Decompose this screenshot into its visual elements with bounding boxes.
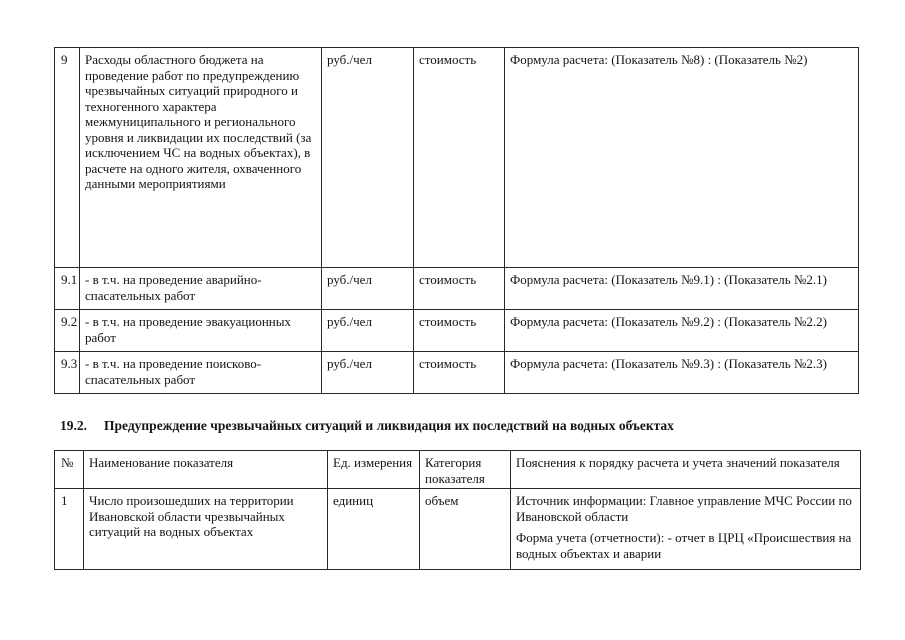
indicator-name: - в т.ч. на проведение эвакуационных работ [80, 310, 322, 352]
unit-cell: руб./чел [322, 352, 414, 394]
indicator-name: Число произошедших на территории Ивановской области чрезвычайных ситуаций на водных объектах [84, 489, 328, 570]
unit-cell: руб./чел [322, 268, 414, 310]
unit-cell: руб./чел [322, 48, 414, 268]
header-unit: Ед. измерения [328, 451, 420, 489]
table-row [55, 48, 859, 268]
category-cell: объем [420, 489, 511, 570]
indicator-name: Расходы областного бюджета на проведение работ по предупреждению чрезвычайных ситуаций природного и техногенного характера межмуниципального и регионального уровня и ликвидации их последствий (за исключением ЧС на водных объектах), в расчете на одного жителя, охваченного данными мероприятиями [80, 48, 322, 268]
indicator-name: - в т.ч. на проведение аварийно-спасательных работ [80, 268, 322, 310]
header-category: Категория показателя [420, 451, 511, 489]
header-number: № [55, 451, 84, 489]
explanation-cell: Формула расчета: (Показатель №9.1) : (Показатель №2.1) [505, 268, 859, 310]
indicator-name: - в т.ч. на проведение поисково-спасательных работ [80, 352, 322, 394]
category-cell: стоимость [414, 352, 505, 394]
category-cell: стоимость [414, 268, 505, 310]
table-row [55, 352, 859, 394]
header-name: Наименование показателя [84, 451, 328, 489]
section-title: Предупреждение чрезвычайных ситуаций и ликвидация их последствий на водных объектах [104, 418, 674, 433]
indicators-table-continued [54, 47, 859, 394]
row-number: 9 [55, 48, 80, 268]
table-row [55, 489, 861, 570]
explanation-form: Форма учета (отчетности): - отчет в ЦРЦ «Происшествия на водных объектах и аварии [516, 530, 852, 561]
explanation-cell: Формула расчета: (Показатель №9.3) : (Показатель №2.3) [505, 352, 859, 394]
explanation-cell [511, 489, 861, 570]
row-number: 9.1 [55, 268, 80, 310]
row-number: 9.3 [55, 352, 80, 394]
table-row [55, 268, 859, 310]
row-number: 1 [55, 489, 84, 570]
water-incidents-table [54, 450, 861, 570]
header-explanation: Пояснения к порядку расчета и учета значений показателя [511, 451, 861, 489]
category-cell: стоимость [414, 310, 505, 352]
section-number: 19.2. [60, 418, 87, 433]
category-cell: стоимость [414, 48, 505, 268]
explanation-cell: Формула расчета: (Показатель №8) : (Показатель №2) [505, 48, 859, 268]
table-header-row [55, 451, 861, 489]
row-number: 9.2 [55, 310, 80, 352]
unit-cell: единиц [328, 489, 420, 570]
explanation-source: Источник информации: Главное управление МЧС России по Ивановской области [516, 493, 852, 524]
section-heading [60, 418, 674, 434]
unit-cell: руб./чел [322, 310, 414, 352]
table-row [55, 310, 859, 352]
explanation-cell: Формула расчета: (Показатель №9.2) : (Показатель №2.2) [505, 310, 859, 352]
